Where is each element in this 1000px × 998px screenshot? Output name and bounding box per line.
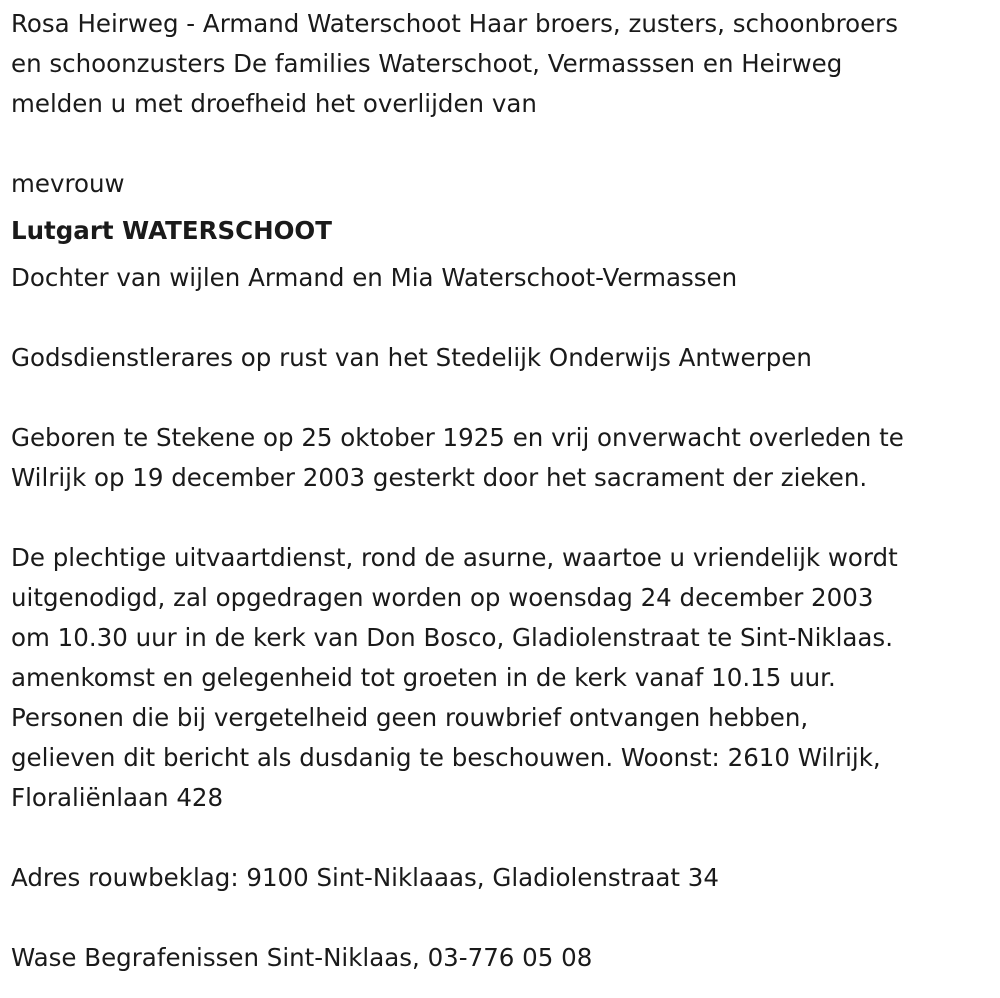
spacer (11, 124, 1000, 164)
condolence-address: Adres rouwbeklag: 9100 Sint-Niklaaas, Gladiolenstraat 34 (11, 863, 719, 892)
parents-line: Dochter van wijlen Armand en Mia Waterschoot-Vermassen (11, 263, 738, 292)
deceased-name: Lutgart WATERSCHOOT (11, 216, 332, 245)
ceremony-line: om 10.30 uur in de kerk van Don Bosco, Gladiolenstraat te Sint-Niklaas. (11, 623, 893, 652)
intro-line: en schoonzusters De families Waterschoot, Vermasssen en Heirweg (11, 49, 843, 78)
spacer (11, 378, 1000, 418)
salutation: mevrouw (11, 169, 125, 198)
birth-death-line: Wilrijk op 19 december 2003 gesterkt door het sacrament der zieken. (11, 463, 868, 492)
spacer (11, 298, 1000, 338)
ceremony-line: gelieven dit bericht als dusdanig te beschouwen. Woonst: 2610 Wilrijk, (11, 743, 881, 772)
intro-line: melden u met droefheid het overlijden van (11, 89, 537, 118)
spacer (11, 898, 1000, 938)
occupation-line: Godsdienstlerares op rust van het Stedelijk Onderwijs Antwerpen (11, 343, 812, 372)
birth-death-line: Geboren te Stekene op 25 oktober 1925 en vrij onverwacht overleden te (11, 423, 904, 452)
spacer (11, 498, 1000, 538)
intro-line: Rosa Heirweg - Armand Waterschoot Haar broers, zusters, schoonbroers (11, 9, 899, 38)
funeral-home: Wase Begrafenissen Sint-Niklaas, 03-776 05 08 (11, 943, 593, 972)
ceremony-line: De plechtige uitvaartdienst, rond de asurne, waartoe u vriendelijk wordt (11, 543, 898, 572)
spacer (11, 818, 1000, 858)
ceremony-line: Personen die bij vergetelheid geen rouwbrief ontvangen hebben, (11, 703, 809, 732)
ceremony-line: uitgenodigd, zal opgedragen worden op woensdag 24 december 2003 (11, 583, 874, 612)
ceremony-line: Floraliënlaan 428 (11, 783, 224, 812)
ceremony-line: amenkomst en gelegenheid tot groeten in de kerk vanaf 10.15 uur. (11, 663, 836, 692)
